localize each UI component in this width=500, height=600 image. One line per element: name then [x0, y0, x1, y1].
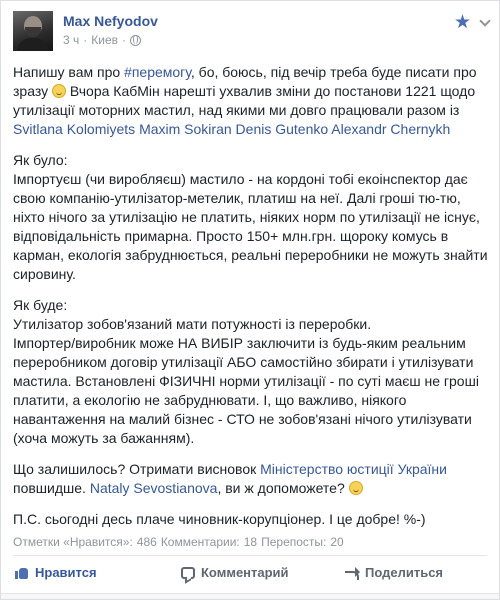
meta-separator: · [122, 33, 127, 47]
text: , ви ж допоможете? [217, 480, 349, 496]
tagged-person-link[interactable]: Denis Gutenko [235, 121, 329, 137]
smile-emoji-icon [349, 481, 363, 495]
tagged-person-link[interactable]: Nataly Sevostianova [89, 480, 218, 496]
thumbs-up-icon [15, 566, 29, 580]
star-icon[interactable]: ★ [453, 12, 471, 33]
tagged-person-link[interactable]: Svitlana Kolomiyets [13, 121, 136, 137]
share-button[interactable] [345, 565, 443, 580]
shares-count[interactable]: 20 [330, 535, 344, 549]
likes-label[interactable]: Отметки «Нравится»: [13, 535, 133, 549]
shares-label[interactable]: Перепосты: [261, 535, 327, 549]
post-location[interactable]: Киев [91, 33, 119, 47]
section-heading: Як буде: [13, 297, 68, 313]
post-time[interactable]: 3 ч [63, 33, 80, 47]
section-text: Утилізатор зобов'язаний мати потужності із переробки. [13, 316, 372, 332]
share-label: Поделиться [365, 565, 444, 580]
like-button[interactable] [15, 565, 97, 580]
comment-label: Комментарий [201, 565, 289, 580]
section-text: Імпортуєш (чи виробляєш) мастило - на кордоні тобі екоінспектор дає свою компанію-утилізатор-метелик, платиш на неї. Далі гроші тю-тю, ніхто нічого за утилізацію не платить, ніяких норм по утилізації не існує, відповідальність примарна. Просто 150+ млн.грн. щороку комусь в карман, екологія забруднюється, реальні переробники не можуть знайти сировину. [13, 171, 488, 282]
text: повшидше. [13, 480, 90, 496]
hashtag-link[interactable]: #перемогу [124, 64, 191, 80]
text: , бо, боюсь, під вечір треба буде писати про зразу [13, 64, 477, 99]
comment-icon [181, 567, 195, 579]
comments-count[interactable]: 18 [243, 535, 258, 549]
globe-icon[interactable] [130, 35, 141, 46]
post-body [13, 63, 491, 529]
like-label: Нравится [35, 565, 97, 580]
post-meta [63, 33, 141, 47]
smile-emoji-icon [52, 84, 66, 98]
avatar-beard [25, 27, 41, 37]
tagged-person-link[interactable]: Alexandr Chernykh [331, 121, 451, 137]
paragraph-intro [13, 63, 491, 139]
chevron-down-icon[interactable] [479, 15, 490, 26]
meta-separator: · [83, 33, 88, 47]
divider [13, 555, 487, 556]
author-name[interactable]: Max Nefyodov [63, 13, 158, 29]
text: Вчора КабМін нарешті ухвалив зміни до постанови 1221 щодо утилізації моторних мастил, над якими ми довго працювали разом із [13, 83, 476, 118]
text: Що залишилось? Отримати висновок [13, 461, 261, 477]
action-bar [1, 559, 500, 589]
paragraph-after [13, 296, 491, 448]
section-text: Імпортер/виробник може НА ВИБІР заключити із будь-яким реальним переробником договір утилізації АБО самостійно збирати і утилізувати мастила. Встановлені ФІЗИЧНІ норми утилізації - по суті маєш не гроші платити, а екологію не забруднювати. І, що важливо, ніякого навантаження на малий бізнес - СТО не зобов'язані нічого утилізувати (хоча можуть за бажанням). [13, 335, 479, 446]
paragraph-before [13, 151, 491, 284]
paragraph-remaining [13, 460, 491, 498]
comment-button[interactable] [181, 565, 289, 580]
comments-strip [1, 593, 500, 600]
share-arrow-icon [345, 567, 359, 579]
post-header [13, 11, 489, 55]
post-stats [13, 535, 344, 549]
comments-label[interactable]: Комментарии: [160, 535, 240, 549]
section-heading: Як було: [13, 152, 68, 168]
ministry-link[interactable]: Міністерство юстиції України [260, 461, 447, 477]
text: Напишу вам про [13, 64, 125, 80]
paragraph-ps: П.С. сьогодні десь плаче чиновник-корупціонер. І це добре! %-) [13, 511, 426, 527]
avatar[interactable] [13, 11, 53, 51]
avatar-body [17, 38, 49, 51]
likes-count[interactable]: 486 [136, 535, 157, 549]
tagged-person-link[interactable]: Maxim Sokiran [139, 121, 232, 137]
